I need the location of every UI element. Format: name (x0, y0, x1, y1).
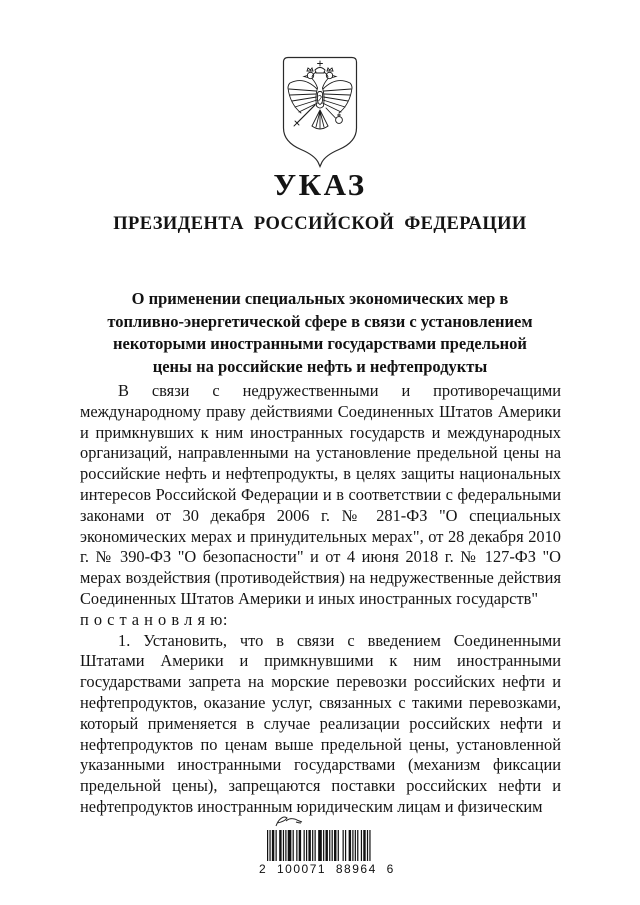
document-subject (0, 288, 640, 378)
subject-line-4: цены на российские нефть и нефтепродукты (152, 356, 488, 376)
subject-line-2: топливно-энергетической сфере в связи с установлением (107, 311, 533, 331)
document-type-title: УКАЗ (273, 167, 367, 202)
russian-coat-of-arms-icon (282, 56, 358, 170)
document-issuer: ПРЕЗИДЕНТА РОССИЙСКОЙ ФЕДЕРАЦИИ (113, 214, 527, 234)
barcode-block (0, 814, 640, 876)
barcode-digits: 2 100071 88964 6 (259, 862, 395, 876)
handwritten-mark-icon (274, 814, 304, 829)
barcode (267, 830, 373, 861)
resolve-line: п о с т а н о в л я ю: (80, 609, 228, 629)
subject-line-3: некоторыми иностранными государствами предельной (113, 334, 527, 353)
preamble-paragraph: В связи с недружественными и противоречащими международному праву действиями Соединенных Штатов Америки и примкнувших к ним иностранных государств и международных организаций, направленными на установление предельной цены на российские нефть и нефтепродукты, в целях защиты национальных интересов Российской Федерации и в соответствии с федеральными законами от 30 декабря 2006 г. № 281-ФЗ "О специальных экономических мерах и принудительных мерах", от 28 декабря 2010 г. № 390-ФЗ "О безопасности" и от 4 июня 2018 г. № 127-ФЗ "О мерах воздействия (противодействия) на недружественные действия Соединенных Штатов Америки и иных иностранных государств" (80, 381, 561, 608)
document-body (80, 381, 561, 818)
item-1-paragraph: 1. Установить, что в связи с введением Соединенными Штатами Америки и примкнувшими к ним иностранными государствами запрета на морские перевозки российских нефти и нефтепродуктов, оказание услуг, связанных с такими перевозками, который применяется в случае реализации российских нефти и нефтепродуктов по ценам выше предельной цены, установленной указанными иностранными государствами (механизм фиксации предельной цены), запрещаются поставки российских нефти и нефтепродуктов иностранным юридическим лицам и физическим (80, 630, 561, 816)
subject-line-1: О применении специальных экономических мер в (131, 289, 509, 308)
